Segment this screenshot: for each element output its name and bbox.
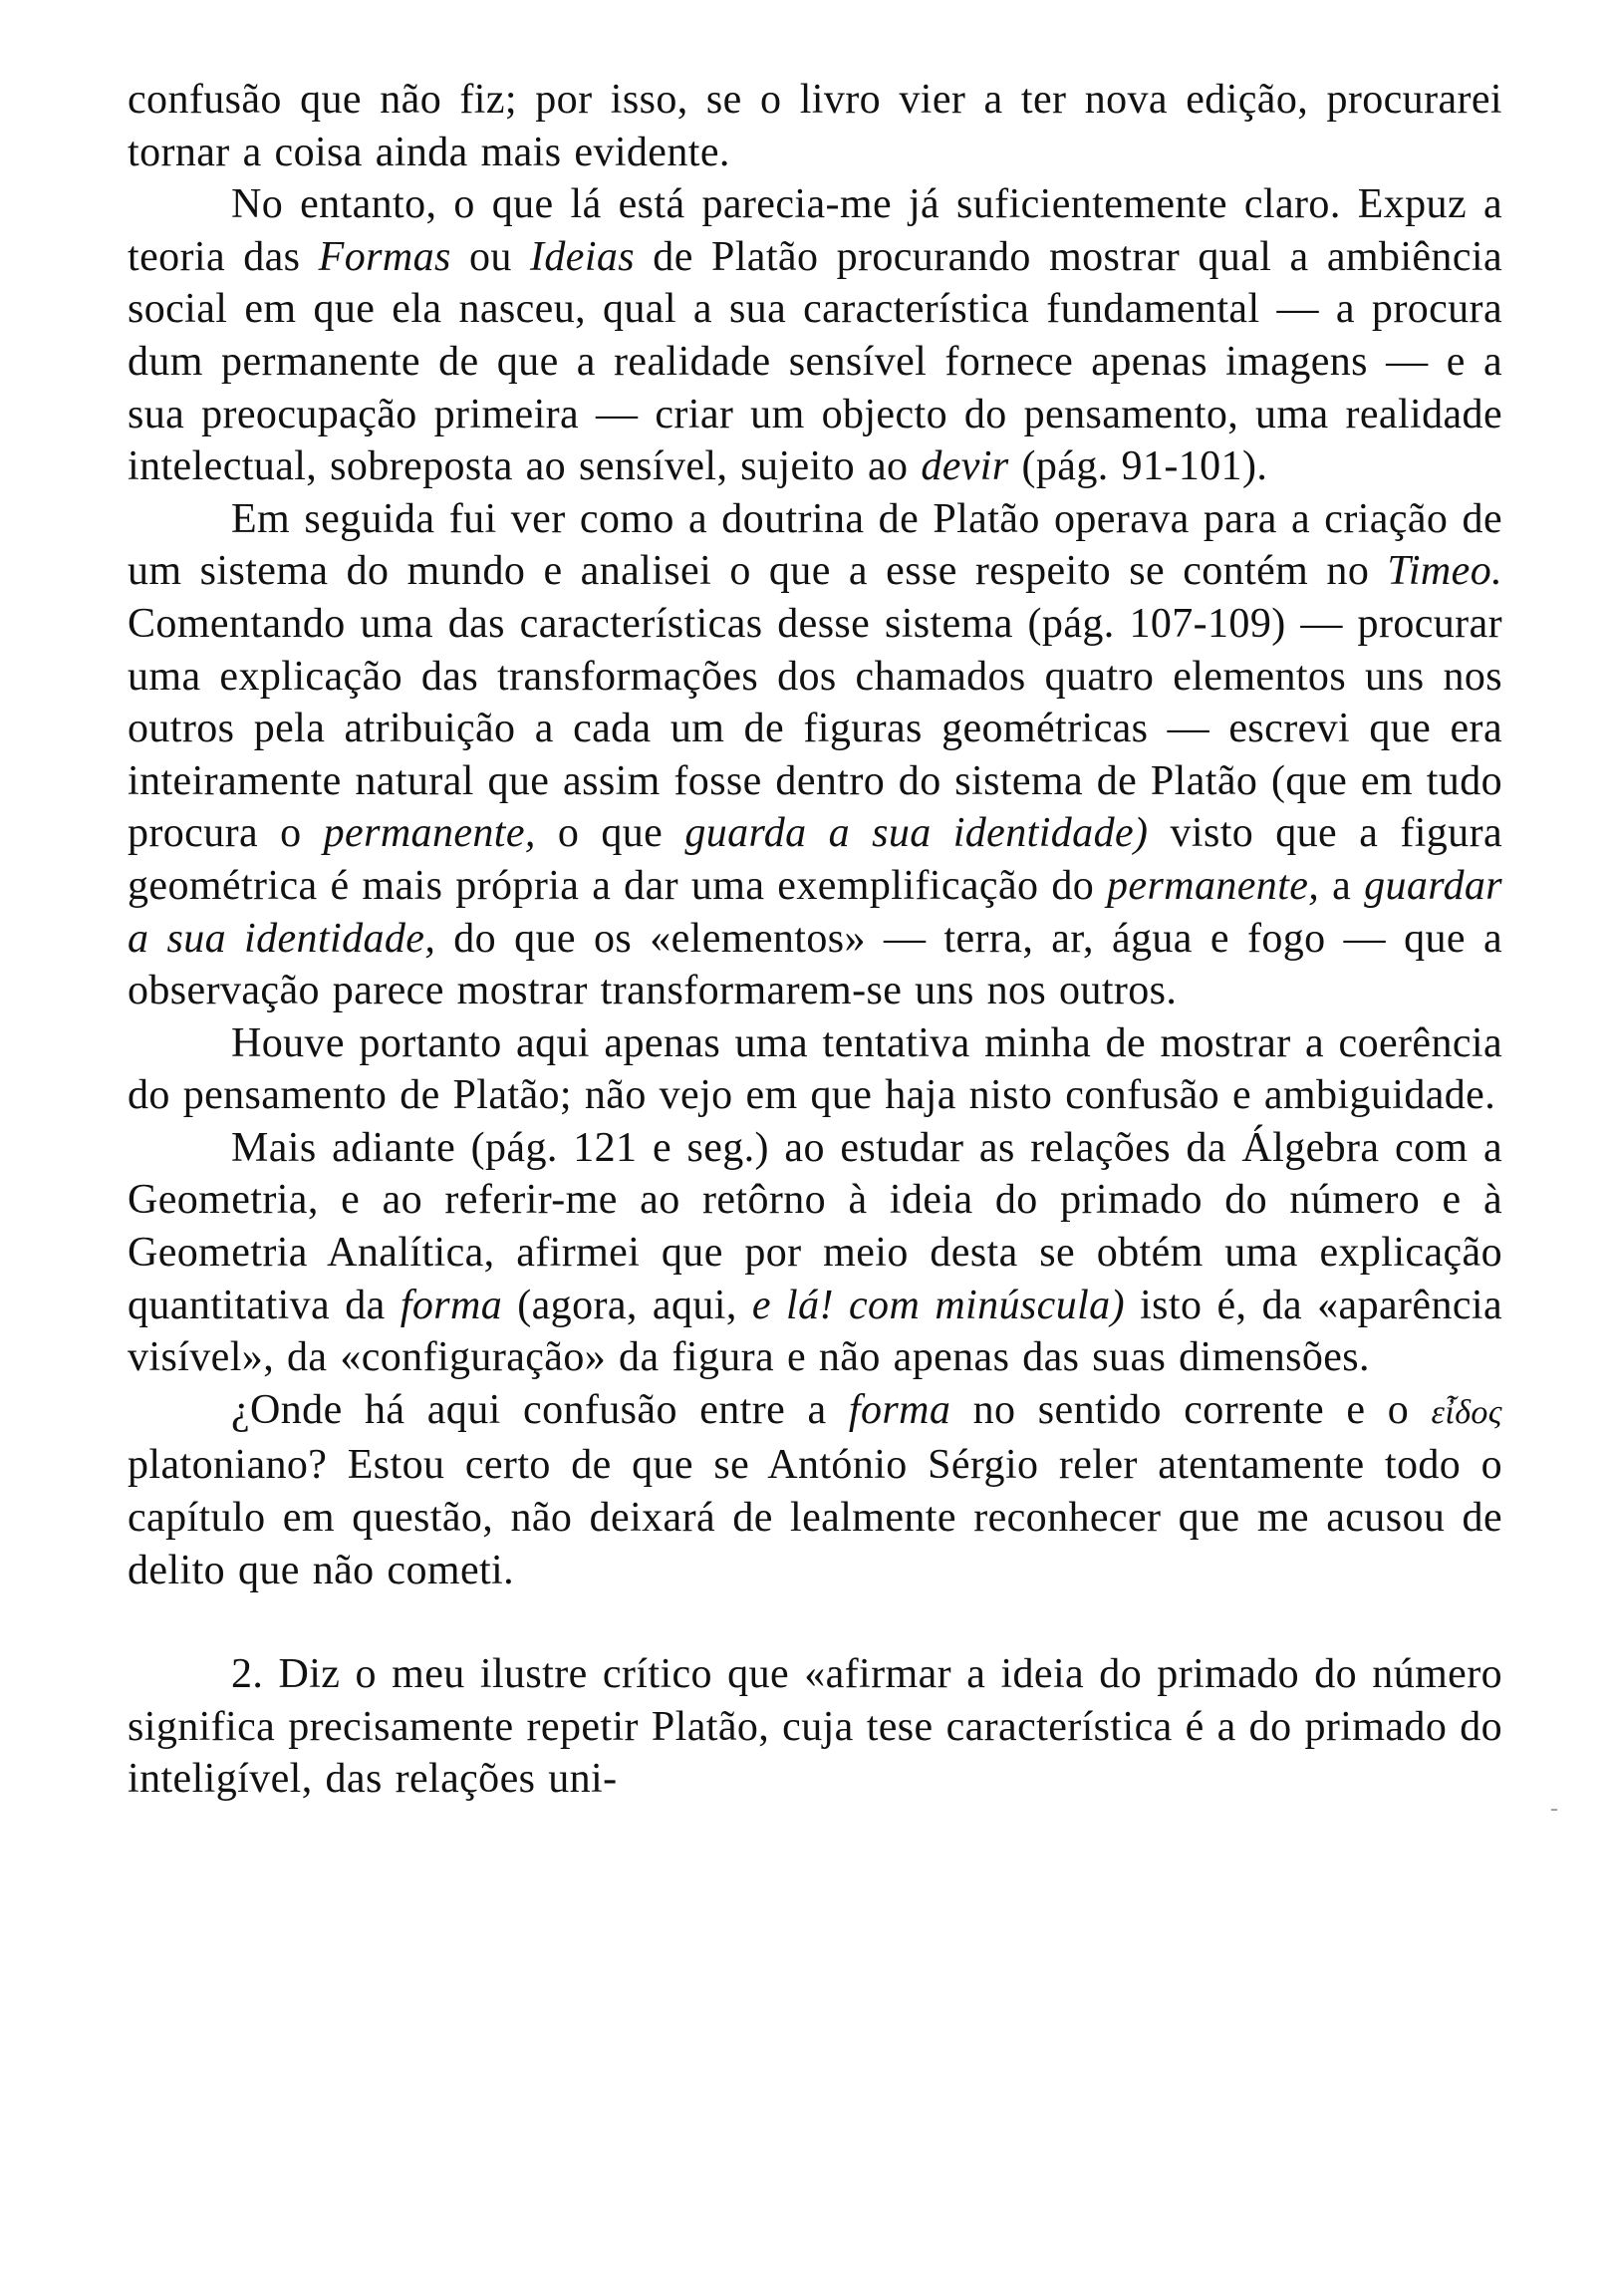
- text-run: ou: [450, 233, 531, 280]
- paragraph: [128, 1384, 1502, 1596]
- text-run: No entanto, o que lá está parecia-me já suficientemente claro. Expuz a teoria das: [128, 181, 1502, 280]
- text-run: Mais adiante (pág. 121 e seg.) ao estudar as relações da Álgebra com a Geometria, e ao referir-me ao retôrno à ideia do primado do número e à Geometria Analítica, afirmei que por meio desta se obtém uma explicação quantitativa da: [128, 1124, 1502, 1328]
- italic-text: forma: [848, 1386, 951, 1433]
- text-run: o que: [535, 810, 685, 857]
- italic-text: devir: [921, 443, 1009, 490]
- margin-mark: ‑: [1550, 1796, 1558, 1822]
- italic-text: Ideias: [530, 233, 636, 280]
- text-run: isto é, da «aparência visível», da «configuração» da figura e não apenas das suas dimensões.: [128, 1282, 1502, 1381]
- italic-text: Timeo.: [1387, 548, 1502, 595]
- italic-text: permanente,: [1107, 862, 1320, 909]
- text-run: (agora, aqui,: [502, 1282, 752, 1328]
- text-run: de Platão procurando mostrar qual a ambiência social em que ela nasceu, qual a sua característica fundamental — a procura dum permanente de que a realidade sensível fornece apenas imagens — e a sua preocupação primeira — criar um objecto do pensamento, uma realidade intelectual, sobreposta ao sensível, sujeito ao: [128, 233, 1502, 490]
- italic-text: guarda a sua identidade): [684, 810, 1149, 857]
- paragraph: [128, 493, 1502, 1017]
- greek-text: εἶδος: [1431, 1393, 1502, 1431]
- text-run: no sentido corrente e o: [950, 1386, 1432, 1433]
- italic-text: forma: [400, 1282, 503, 1328]
- text-run: confusão que não fiz; por isso, se o livro vier a ter nova edição, procurarei tornar a coisa ainda mais evidente.: [128, 77, 1502, 175]
- paragraph: [128, 1017, 1502, 1122]
- text-run: visto que a figura geométrica é mais própria a dar uma exemplificação do: [128, 810, 1503, 909]
- paragraph: [128, 1122, 1502, 1384]
- paragraph: [128, 178, 1502, 493]
- paragraph: [128, 74, 1502, 178]
- text-run: ¿Onde há aqui confusão entre a: [231, 1386, 849, 1433]
- text-run: a: [1319, 862, 1365, 909]
- italic-text: Formas: [318, 233, 451, 280]
- page-text: [128, 74, 1502, 1806]
- text-run: platoniano? Estou certo de que se António Sérgio reler atentamente todo o capítulo em questão, não deixará de lealmente reconhecer que me acusou de delito que não cometi.: [128, 1442, 1502, 1593]
- italic-text: guardar a sua identidade,: [128, 862, 1502, 962]
- text-run: Houve portanto aqui apenas uma tentativa minha de mostrar a coerência do pensamento de Platão; não vejo em que haja nisto confusão e ambiguidade.: [128, 1019, 1502, 1119]
- text-run: Em seguida fui ver como a doutrina de Platão operava para a criação de um sistema do mundo e analisei o que a esse respeito se contém no: [128, 495, 1502, 595]
- paragraph: [128, 1648, 1502, 1806]
- italic-text: permanente,: [323, 810, 536, 857]
- text-run: 2. Diz o meu ilustre crítico que «afirmar a ideia do primado do número significa precisamente repetir Platão, cuja tese característica é a do primado do inteligível, das relações uni-: [128, 1651, 1502, 1803]
- text-run: do que os «elementos» — terra, ar, água e fogo — que a observação parece mostrar transformarem-se uns nos outros.: [128, 915, 1502, 1014]
- italic-text: e lá! com minúscula): [751, 1282, 1125, 1328]
- text-run: Comentando uma das características desse sistema (pág. 107-109) — procurar uma explicação das transformações dos chamados quatro elementos uns nos outros pela atribuição a cada um de figuras geométricas — escrevi que era inteiramente natural que assim fosse dentro do sistema de Platão (que em tudo procura o: [128, 600, 1502, 857]
- text-run: (pág. 91-101).: [1008, 443, 1268, 490]
